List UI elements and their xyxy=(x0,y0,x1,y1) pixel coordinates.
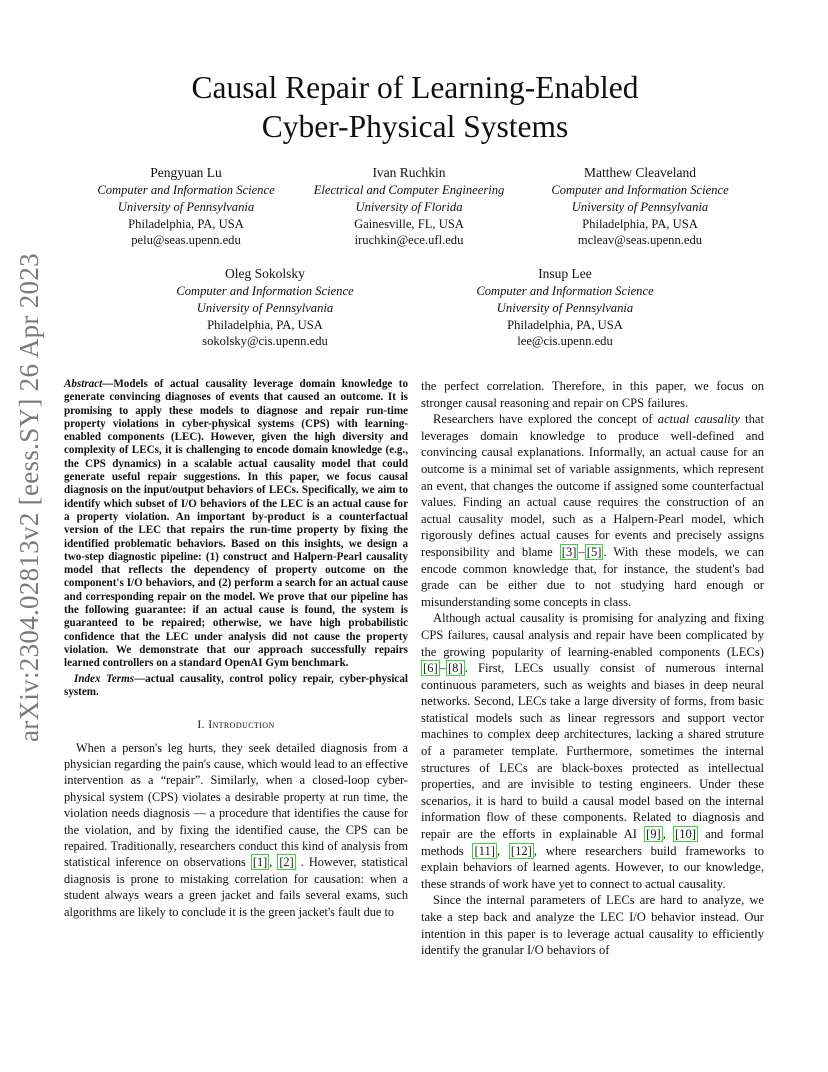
citation-link[interactable]: [3] xyxy=(561,544,577,559)
author-block-1 xyxy=(80,163,292,249)
intro-paragraph-4: Since the internal parameters of LECs are hard to analyze, we take a step back and analyze the LEC I/O behavior instead. Our intention in this paper is to leverage actual causality to efficiently identify the granular I/O behaviors of xyxy=(421,893,764,958)
citation-link[interactable]: [12] xyxy=(510,843,532,858)
author-email: iruchkin@ece.ufl.edu xyxy=(354,233,464,248)
author-department: Computer and Information Science xyxy=(97,183,275,197)
intro-text: . However, statistical diagnosis is prone to mistaking correlation for causation: when a student always wears a green jacket and fails several exams, such algorithms are likely to conclude it is the green jacket's fault due to xyxy=(64,855,409,919)
author-department: Computer and Information Science xyxy=(176,284,354,298)
author-university: University of Pennsylvania xyxy=(571,199,709,214)
citation-link[interactable]: [2] xyxy=(279,855,294,870)
citation-link[interactable]: [6] xyxy=(423,661,438,676)
intro-text: . With these models, we can encode common knowledge that, for instance, the student's bad grade can be either due to not studying hard enough or misunderstanding some concepts in class. xyxy=(421,544,764,609)
citation-link[interactable]: [10] xyxy=(675,827,696,842)
citation-link[interactable]: [5] xyxy=(586,544,602,559)
intro-text: Although actual causality is promising for analyzing and fixing CPS failures, causal analysis and repair have been complicated by the growing popularity of learning-enabled components (LECs) xyxy=(421,611,764,659)
author-location: Gainesville, FL, USA xyxy=(354,216,464,231)
author-email: lee@cis.upenn.edu xyxy=(517,334,613,349)
author-location: Philadelphia, PA, USA xyxy=(128,216,244,231)
author-block-2 xyxy=(300,163,518,249)
left-column xyxy=(64,378,408,920)
author-block-4 xyxy=(155,264,375,350)
intro-text: that leverages domain knowledge to produce well-defined and convincing causal explanations. Informally, an actual cause for an outcome is a minimal set of variable assignments, which represent an event, that changes the outcome if assigned some counterfactual values. Finding an actual cause requires the construction of an actual causality model, such as a Halpern-Pearl model, which rigorously defines actual causes for events and precisely assigns responsibility and blame xyxy=(421,412,764,559)
intro-paragraph-2: Researchers have explored the concept of actual causality that leverages domain knowledge to produce well-defined and convincing causal explanations. Informally, an actual cause for an outcome is a minimal set of variable assignments, which represent an event, that changes the outcome if assigned some counterfactual values. Finding an actual cause requires the construction of an actual causality model, such as a Halpern-Pearl model, which rigorously defines actual causes for events and precisely assigns responsibility and blame [3] – [5] . With these models, we can encode common knowledge that, for instance, the student's bad grade can be either due to not studying hard enough or misunderstanding some concepts in class. xyxy=(421,412,764,609)
author-name: Pengyuan Lu xyxy=(150,165,222,180)
author-department: Computer and Information Science xyxy=(551,183,729,197)
index-terms-label: Index Terms xyxy=(74,672,135,685)
author-location: Philadelphia, PA, USA xyxy=(582,216,698,231)
author-name: Matthew Cleaveland xyxy=(583,165,697,180)
section-heading-introduction: I. Introduction xyxy=(197,718,275,732)
citation-link[interactable]: [8] xyxy=(447,661,463,676)
intro-text: . First, LECs usually consist of numerous internal continuous parameters, such as weights and biases in deep neural networks. Second, LECs take a large diversity of forms, from basic statistical models such as linear regressors and support vector machines to complex deep architectures, lacking a shared struture of a parameter template. Furthermore, sometimes the internal structures of LECs are black-boxes protected as intellectual properties, and are invisible to testing engineers. Under these scenarios, it is hard to build a causal model based on the internal information flow of these components. Related to diagnosis and repair are the efforts in explainable AI xyxy=(421,661,764,842)
author-location: Philadelphia, PA, USA xyxy=(207,317,323,332)
intro-paragraph-continued: the perfect correlation. Therefore, in this paper, we focus on stronger causal reasoning and repair on CPS failures. xyxy=(421,379,764,410)
intro-paragraph-3: Although actual causality is promising for analyzing and fixing CPS failures, causal analysis and repair have been complicated by the growing popularity of learning-enabled components (LECs) [6] – [8] . First, LECs usually consist of numerous internal continuous parameters, such as weights and biases in deep neural networks. Second, LECs take a large diversity of forms, from basic statistical models such as linear regressors and support vector machines to complex deep architectures, lacking a shared struture of a parameter template. Furthermore, sometimes the internal structures of LECs are black-boxes protected as intellectual properties, and are invisible to testing engineers. Under these scenarios, it is hard to build a causal model based on the internal information flow of these components. Related to diagnosis and repair are the efforts in explainable AI [9] , [10] and formal methods [11] , [12] , where researchers build frameworks to explain behaviors of learned agents. However, to our knowledge, these strands of work have yet to connect to actual causality. xyxy=(421,611,764,891)
abstract-label: Abstract xyxy=(64,378,103,390)
author-name: Oleg Sokolsky xyxy=(225,266,305,281)
arxiv-identifier: arXiv:2304.02813v2 [eess.SY] 26 Apr 2023 xyxy=(14,253,44,742)
intro-text: , where researchers build frameworks to explain behaviors of learned agents. However, to our knowledge, these strands of work have yet to connect to actual causality. xyxy=(421,843,764,891)
author-block-5 xyxy=(455,264,675,350)
citation-link[interactable]: [9] xyxy=(646,827,661,842)
citation-link[interactable]: [1] xyxy=(252,855,268,870)
author-email: mcleav@seas.upenn.edu xyxy=(577,233,703,248)
author-email: sokolsky@cis.upenn.edu xyxy=(202,334,328,349)
index-terms xyxy=(64,673,408,700)
abstract xyxy=(64,378,408,671)
author-department: Computer and Information Science xyxy=(476,284,654,298)
author-location: Philadelphia, PA, USA xyxy=(507,317,623,332)
author-name: Ivan Ruchkin xyxy=(372,165,446,180)
intro-text: Researchers have explored the concept of xyxy=(433,412,653,427)
emphasis-text: actual causality xyxy=(657,412,740,427)
author-university: University of Pennsylvania xyxy=(196,300,334,315)
title-line-1: Causal Repair of Learning-Enabled xyxy=(191,70,639,105)
author-university: University of Pennsylvania xyxy=(496,300,634,315)
abstract-text: —Models of actual causality leverage domain knowledge to generate convincing diagnoses of events that caused an outcome. It is promising to apply these models to diagnose and repair run-time property violations in cyber-physical systems (CPS) with learning-enabled components (LEC). However, given the high diversity and complexity of LECs, it is challenging to encode domain knowledge (e.g., the CPS dynamics) in a scalable actual causality model that could generate useful repair suggestions. In this paper, we focus causal diagnosis on the input/output behaviors of LECs. Specifically, we aim to identify which subset of I/O behaviors of the LEC is an actual cause for a property violation. An important by-product is a counterfactual version of the LEC that repairs the run-time property by fixing the identified problematic behaviors. Based on this insights, we design a two-step diagnostic pipeline: (1) construct and Halpern-Pearl causality model that reflects the dependency of property outcome on the component's I/O behaviors, and (2) perform a search for an actual cause and corresponding repair on the model. We prove that our pipeline has the following guarantee: if an actual cause is found, the system is guaranteed to be repaired; otherwise, we have high probabilistic confidence that the LEC under analysis did not cause the property violation. We demonstrate that our approach successfully repairs learned controllers on a standard OpenAI Gym benchmark. xyxy=(64,378,408,670)
paper-title xyxy=(95,68,735,146)
title-line-2: Cyber-Physical Systems xyxy=(261,109,569,144)
intro-paragraph-1: When a person's leg hurts, they seek detailed diagnosis from a physician regarding the pain's cause, which would lead to an effective intervention as a “repair”. Similarly, when a closed-loop cyber-physical system (CPS) violates a desirable property at run time, the violation needs diagnosis — a procedure that identifies the cause for the violation, and by fixing the identified cause, the CPS can be repaired. Traditionally, researchers conduct this kind of analysis from statistical inference on observations [1] , [2] . However, statistical diagnosis is prone to mistaking correlation for causation: when a student always wears a green jacket and fails several exams, such algorithms are likely to conclude it is the green jacket's fault due to xyxy=(64,740,409,919)
author-university: University of Pennsylvania xyxy=(117,199,255,214)
right-column xyxy=(421,378,764,959)
author-university: University of Florida xyxy=(355,199,463,214)
intro-text: When a person's leg hurts, they seek detailed diagnosis from a physician regarding the pain's cause, which would lead to an effective intervention as a “repair”. Similarly, when a closed-loop cyber-physical system (CPS) violates a desirable property at run time, the violation needs diagnosis — a procedure that identifies the cause for the violation, and by fixing the identified cause, the CPS can be repaired. Traditionally, researchers conduct this kind of analysis from statistical inference on observations xyxy=(64,740,408,870)
index-terms-text: —actual causality, control policy repair, cyber-physical system. xyxy=(64,672,408,698)
author-email: pelu@seas.upenn.edu xyxy=(131,233,241,248)
author-name: Insup Lee xyxy=(538,266,592,281)
author-block-3 xyxy=(530,163,750,249)
citation-link[interactable]: [11] xyxy=(474,843,495,858)
author-department: Electrical and Computer Engineering xyxy=(313,183,505,197)
intro-text: and formal methods xyxy=(421,827,764,858)
